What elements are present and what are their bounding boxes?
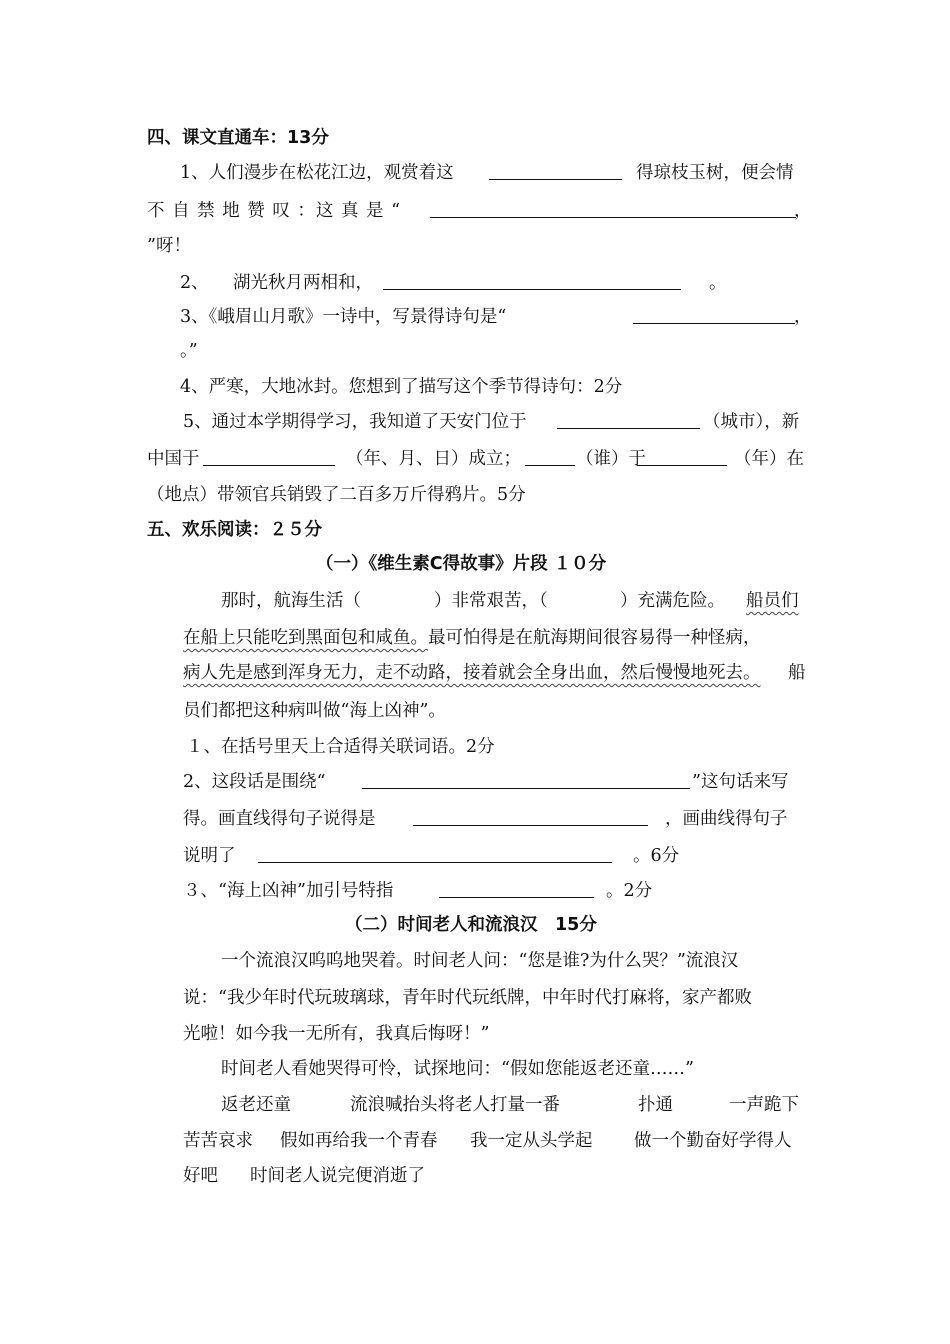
q5-blank-date[interactable] — [203, 465, 335, 466]
part2-p7-seg1: 好吧 — [183, 1166, 218, 1186]
part1-q1: １、在括号里天上合适得关联词语。2分 — [186, 737, 495, 757]
part1-p1-c: ）充满危险。 — [620, 591, 725, 611]
q2-text: 湖光秋月两相和， — [233, 273, 373, 293]
wavy-underlined-text: 船员们 — [746, 591, 799, 611]
q5-text-g: （地点）带领官兵销毁了二百多万斤得鸦片。5分 — [147, 485, 526, 505]
q3-text-b: ， — [794, 307, 812, 327]
part1-p1-d — [746, 590, 799, 612]
part1-q3-blank[interactable] — [439, 897, 594, 898]
part1-q2-d: ，画曲线得句子 — [665, 809, 788, 829]
part2-p6-seg1: 苦苦哀求 — [183, 1131, 253, 1151]
part1-q3-a: ３、“海上凶神”加引号特指 — [183, 881, 394, 901]
part2-p7-seg2: 时间老人说完便消逝了 — [250, 1166, 425, 1186]
q1-blank-1[interactable] — [489, 179, 622, 180]
part1-p3-b: 船 — [788, 663, 806, 683]
part1-q2-b: ”这句话来写 — [692, 772, 789, 792]
q1-text-c: 不 自 禁 地 赞 叹 ：这 真 是 “ — [147, 201, 402, 221]
part1-q2-blank-3[interactable] — [258, 862, 612, 863]
q1-blank-2[interactable] — [430, 217, 796, 218]
part2-p3: 光啦！如今我一无所有，我真后悔呀！” — [183, 1024, 490, 1044]
section5-heading: 五、欢乐阅读：２５分 — [147, 520, 322, 540]
part1-p1-b: ）非常艰苦，（ — [434, 591, 548, 611]
q1-text-a: 1、人们漫步在松花江边，观赏着这 — [180, 163, 454, 183]
part2-p5-seg2: 流浪喊抬头将老人打量一番 — [350, 1095, 560, 1115]
part2-p5-seg3: 扑通 — [638, 1095, 673, 1115]
part1-q2-f: 。6分 — [633, 846, 680, 866]
part1-p2 — [183, 627, 761, 649]
q2-end: 。 — [709, 273, 727, 293]
part1-p3 — [183, 662, 761, 684]
part2-p6-seg4: 做一个勤奋好学得人 — [634, 1131, 792, 1151]
part1-p2-b: 最可怕得是在航海期间很容易得一种怪病， — [428, 628, 761, 648]
q5-text-e: （谁）于 — [576, 449, 646, 469]
part1-q2-blank-1[interactable] — [362, 788, 690, 789]
q2-blank[interactable] — [383, 289, 681, 290]
q5-text-d: （年、月、日）成立； — [346, 449, 521, 469]
part1-q2-a: 2、这段话是围绕“ — [183, 772, 326, 792]
q5-blank-year[interactable] — [637, 465, 727, 466]
part2-title: （二）时间老人和流浪汉 15分 — [345, 915, 597, 935]
part2-p5-seg1: 返老还童 — [221, 1095, 291, 1115]
part2-p6-seg2: 假如再给我一个青春 — [280, 1131, 438, 1151]
q5-blank-city[interactable] — [557, 428, 700, 429]
q5-blank-who[interactable] — [525, 465, 575, 466]
q5-text-b: （城市），新 — [703, 412, 800, 432]
part2-p1: 一个流浪汉呜呜地哭着。时间老人问：“您是谁?为什么哭？”流浪汉 — [221, 951, 739, 971]
q1-text-e: ”呀！ — [147, 236, 191, 256]
q5-text-a: 5、通过本学期得学习，我知道了天安门位于 — [183, 412, 527, 432]
part2-p4: 时间老人看她哭得可怜，试探地问：“假如您能返老还童……” — [221, 1059, 694, 1079]
q4-text: 4、严寒，大地冰封。您想到了描写这个季节得诗句：2分 — [180, 377, 623, 397]
section4-heading: 四、课文直通车：13分 — [147, 128, 329, 148]
part1-p1-a: 那时，航海生活（ — [221, 591, 361, 611]
q5-text-f: （年）在 — [734, 449, 804, 469]
wavy-underlined-text: 病人先是感到浑身无力，走不动路，接着就会全身出血，然后慢慢地死去。 — [183, 663, 761, 683]
q1-text-b: 得琼枝玉树，便会情 — [636, 163, 794, 183]
q2-number: 2、 — [180, 273, 209, 293]
part2-p2: 说：“我少年时代玩玻璃球，青年时代玩纸牌，中年时代打麻将，家产都败 — [183, 988, 752, 1008]
part1-q2-e: 说明了 — [183, 846, 236, 866]
q1-text-d: ， — [794, 201, 812, 221]
wavy-underlined-text: 在船上只能吃到黑面包和咸鱼。 — [183, 628, 428, 648]
q5-text-c: 中国于 — [147, 449, 200, 469]
part1-q2-c: 得。画直线得句子说得是 — [183, 809, 376, 829]
part2-p5-seg4: 一声跪下 — [729, 1095, 799, 1115]
part1-q3-b: 。2分 — [606, 881, 653, 901]
part1-p4: 员们都把这种病叫做“海上凶神”。 — [183, 701, 446, 721]
part1-title: （一）《维生素C得故事》片段 １０分 — [316, 554, 607, 574]
q3-text-c: 。” — [180, 341, 198, 361]
q3-text-a: 3、《峨眉山月歌》一诗中，写景得诗句是“ — [180, 307, 507, 327]
q3-blank[interactable] — [633, 323, 795, 324]
part2-p6-seg3: 我一定从头学起 — [470, 1131, 593, 1151]
part1-q2-blank-2[interactable] — [413, 825, 648, 826]
